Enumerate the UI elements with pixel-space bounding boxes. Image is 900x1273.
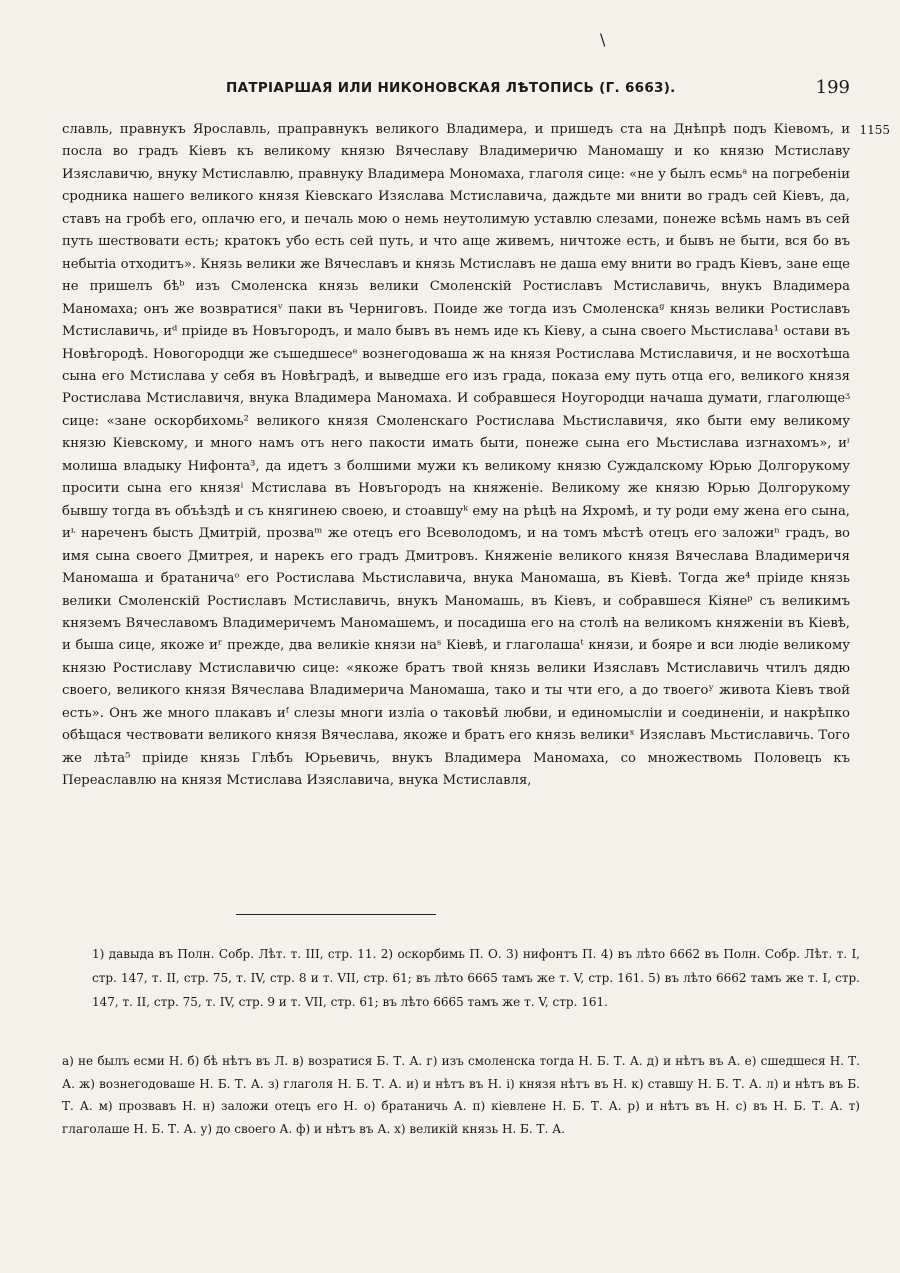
lettered-footnotes-text: а) не былъ есми Н. б) бѣ нѣтъ въ Л. в) возратися Б. Т. А. г) изъ смоленска тогда Н. Б. Т. А. д) и нѣтъ въ А. е) сшедшеся Н. Т. А. ж) вознегодоваше Н. Б. Т. А. з) глаголя Н. Б. Т. А. и) и нѣтъ въ Н. і) князя нѣтъ въ Н. к) ставшу Н. Б. Т. А. л) и нѣтъ въ Б. Т. А. м) прозвавъ Н. н) заложи отецъ его Н. о) братаничь А. п) кіевлене Н. Б. Т. А. р) и нѣтъ въ Н. с) въ Н. Б. Т. А. т) глаголаше Н. Б. Т. А. у) до своего А. ф) и нѣтъ въ А. х) великій князь Н. Б. Т. А. xyxy=(62,1054,860,1136)
main-paragraph: славль, правнукъ Ярославль, праправнукъ великого Владимера, и пришедъ ста на Днѣпрѣ подъ Кіевомъ, и посла во градъ Кіевъ къ великому князю Вячеславу Владимеричю Маномашу и ко князю Мстиславу Изяславичю, внуку Мстиславлю, правнуку Владимера Мономаха, глаголя сице: «не у былъ есмьᵃ на погребеніи сродника нашего великого князя Кіевскаго Изяслава Мстиславича, даждьте ми внити во градъ сей Кіевъ, да, ставъ на гробѣ его, оплачю его, и печаль мою о немь неутолимую уставлю слезами, понеже всѣмь намъ въ сей путь шествовати есть; кратокъ убо есть сей путь, и что аще живемъ, ничтоже есть, и бывъ не быти, вся бо въ небытіа отходитъ». Князь велики же Вячеславъ и князь Мстиславъ не даша ему внити во градъ Кіевъ, зане еще не пришелъ бѣᵇ изъ Смоленска князь велики Смоленскій Ростиславъ Мстиславичь, внукъ Владимера Маномаха; онъ же возвратисяᵛ паки въ Черниговъ. Поиде же тогда изъ Смоленскаᵍ князь велики Ростиславъ Мстиславичь, иᵈ пріиде въ Новъгородъ, и мало бывъ въ немъ иде къ Кіеву, а сына своего Мьстислава¹ остави въ Новѣгородѣ. Новогородци же съшедшесеᵉ вознегодоваша ж на князя Ростислава Мстиславичя, и не восхотѣша сына его Мстислава у себя въ Новѣградѣ, и выведше его изъ града, показа ему путь отца его, великого князя Ростислава Мстиславичя, внука Владимера Маномаха. И собравшеся Ноугородци начаша думати, глаголющеᶾ сице: «зане оскорбихомь² великого князя Смоленскаго Ростислава Мьстиславичя, яко быти ему великому князю Кіевскому, и много намъ отъ него пакости имать быти, понеже сына его Мьстислава изгнахомъ», иᶦ молиша владыку Нифонта³, да идетъ з болшими мужи къ великому князю Суждалскому Юрью Долгорукому просити сына его князяⁱ Мстислава въ Новъгородъ на княженіе. Великому же князю Юрью Долгорукому бывшу тогда въ объѣздѣ и съ княгинею своею, и стоавшуᵏ ему на рѣцѣ на Яхромѣ, и ту роди ему жена его сына, иᶫ нареченъ бысть Дмитрій, прозваᵐ же отецъ его Всеволодомъ, и на томъ мѣстѣ отецъ его заложиⁿ градъ, во имя сына своего Дмитрея, и нарекъ его градъ Дмитровъ. Княженіе великого князя Вячеслава Владимеричя Маномаша и братаничаᵒ его Ростислава Мьстиславича, внука Маномаша, въ Кіевѣ. Тогда же⁴ пріиде князь велики Смоленскій Ростиславъ Мстиславичь, внукъ Маномашь, въ Кіевъ, и собравшеся Кіянеᵖ съ великимъ княземъ Вячеславомъ Владимеричемъ Маномашемъ, и посадиша его на столѣ на великомъ княженіи въ Кіевѣ, и быша сице, якоже иʳ прежде, два великіе князи наˢ Кіевѣ, и глаголашаᵗ князи, и бояре и вси людіе великому князю Ростиславу Мстиславичю сице: «якоже братъ твой князь велики Изяславъ Мстиславичь чтилъ дядю своего, великого князя Вячеслава Владимерича Маномаша, тако и ты чти его, а до твоегоʸ живота Кіевъ твой есть». Онъ же много плакавъ иᶠ слезы многи изліа о таковѣй любви, и единомысліи и соединеніи, и накрѣпко обѣщася чествовати великого князя Вячеслава, якоже и братъ его князь великиˣ Изяславъ Мьстиславичь. Того же лѣта⁵ пріиде князь Глѣбъ Юрьевичь, внукъ Владимера Маномаха, со множествомь Половецъ къ Переаславлю на князя Мстислава Изяславича, внука Мстиславля, xyxy=(62,122,850,789)
margin-year: 1155 xyxy=(859,123,890,137)
footnote-divider xyxy=(236,914,436,915)
running-header xyxy=(226,77,856,104)
page-number: 199 xyxy=(815,77,850,98)
numbered-footnotes xyxy=(92,942,860,1014)
main-text-block xyxy=(62,119,890,793)
page-mark: \ xyxy=(600,30,606,49)
numbered-footnotes-text: 1) давыда въ Полн. Собр. Лѣт. т. III, стр. 11. 2) оскорбимь П. О. 3) нифонтъ П. 4) въ лѣто 6662 въ Полн. Собр. Лѣт. т. I, стр. 147, т. II, стр. 75, т. IV, стр. 8 и т. VII, стр. 61; въ лѣто 6665 тамъ же т. V, стр. 161. 5) въ лѣто 6662 тамъ же т. I, стр. 147, т. II, стр. 75, т. IV, стр. 9 и т. VII, стр. 61; въ лѣто 6665 тамъ же т. V, стр. 161. xyxy=(92,947,860,1009)
lettered-footnotes xyxy=(62,1050,860,1140)
header-title: ПАТРІАРШАЯ ИЛИ НИКОНОВСКАЯ ЛѢТОПИСЬ (Г. 6663). xyxy=(226,80,676,96)
